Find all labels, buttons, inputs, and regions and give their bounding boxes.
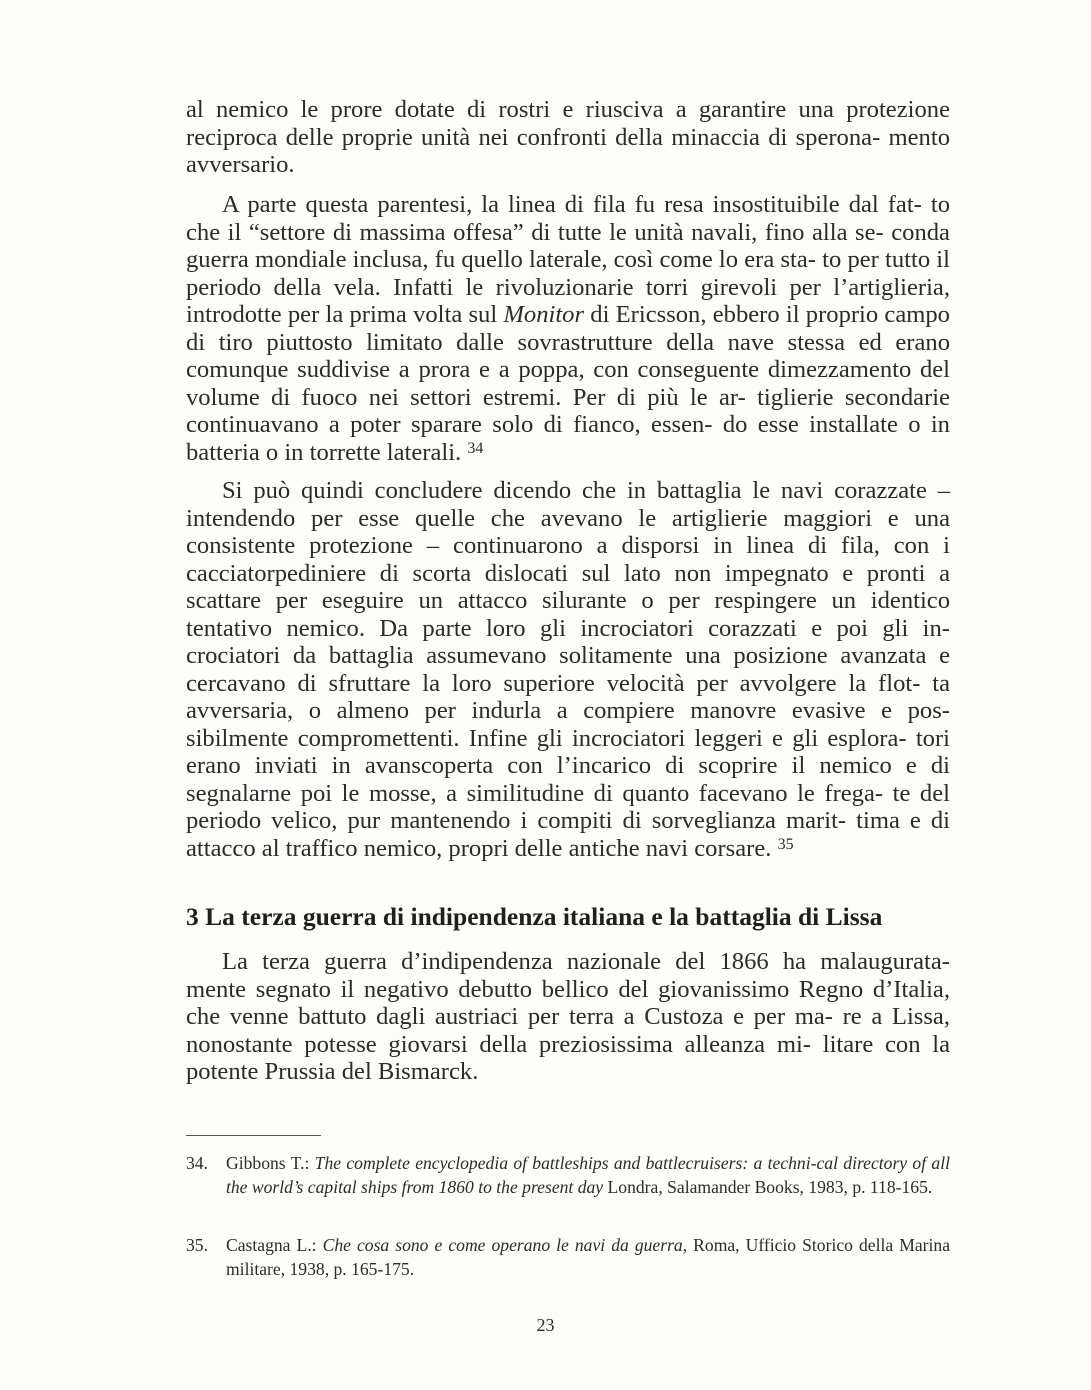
footnote-reference[interactable]: 34 bbox=[467, 439, 484, 457]
footnote-author: Castagna L.: bbox=[226, 1235, 323, 1255]
section-heading: 3 La terza guerra di indipendenza italiana e la battaglia di Lissa bbox=[186, 902, 883, 931]
text-line: La terza guerra d’indipendenza nazionale del 1866 ha malaugurata- bbox=[222, 948, 950, 975]
text-line: to che il “settore di massima offesa” di tutte le unità navali, fino alla se- bbox=[186, 191, 950, 246]
text-line: ta avversaria, o almeno per indurla a compiere manovre evasive e pos- bbox=[186, 669, 950, 724]
footnote-divider bbox=[186, 1135, 321, 1136]
text-line: sibilmente compromettenti. Infine gli incrociatori leggeri e gli esplora- bbox=[186, 724, 907, 752]
footnote-number: 35. bbox=[186, 1235, 208, 1255]
footnote-35 bbox=[186, 1233, 950, 1281]
text-line: litare con la potente Prussia del Bismarck. bbox=[186, 1030, 950, 1085]
footnote-34 bbox=[186, 1151, 950, 1199]
text-line: tiglierie secondarie continuavano a poter sparare solo di fianco, essen- bbox=[186, 383, 951, 438]
text-line: – intendendo per esse quelle che avevano le artiglierie maggiori e una bbox=[186, 477, 950, 532]
text-line: to per tutto il periodo della vela. Infatti le rivoluzionarie torri girevoli per bbox=[186, 246, 950, 301]
text-line: al nemico le prore dotate di rostri e riusciva a garantire una protezione bbox=[186, 96, 950, 123]
text-line: conda guerra mondiale inclusa, fu quello laterale, così come lo era sta- bbox=[186, 218, 950, 273]
text-line: di segnalarne poi le mosse, a similitudine di quanto facevano le frega- bbox=[186, 752, 950, 807]
footnote-text bbox=[226, 1233, 950, 1281]
text-line: te del periodo velico, pur mantenendo i compiti di sorveglianza marit- bbox=[186, 779, 950, 834]
ship-name-monitor: Monitor bbox=[503, 301, 585, 328]
text-line: stessa ed erano comunque suddivise a prora e a poppa, con conseguente bbox=[186, 328, 950, 383]
text-line: crociatori da battaglia assumevano solitamente una posizione avanzata bbox=[186, 642, 927, 669]
text-line: dimezzamento del volume di fuoco nei settori estremi. Per di più le ar- bbox=[186, 356, 951, 411]
text-line: tori erano inviati in avanscoperta con l’incarico di scoprire il nemico e bbox=[186, 724, 950, 779]
footnote-reference[interactable]: 35 bbox=[777, 835, 794, 853]
footnote-publication: Londra, Salamander Books, 1983, p. 118-165. bbox=[603, 1177, 933, 1197]
page-number: 23 bbox=[536, 1315, 555, 1335]
text-line: tentativo nemico. Da parte loro gli incrociatori corazzati e poi gli in- bbox=[186, 614, 950, 642]
text-line: tima e di attacco al traffico nemico, propri delle antiche navi corsare. bbox=[186, 807, 950, 862]
text-line: il proprio campo di tiro piuttosto limitato dalle sovrastrutture della nave bbox=[186, 301, 950, 356]
text-line: reciproca delle proprie unità nei confronti della minaccia di sperona- bbox=[186, 123, 881, 151]
text-line: e cercavano di sfruttare la loro superiore velocità per avvolgere la flot- bbox=[186, 642, 950, 697]
footnote-author: Gibbons T.: bbox=[226, 1153, 315, 1173]
footnote-title: Che cosa sono e come operano le navi da guerra bbox=[322, 1235, 683, 1255]
footnote-publication: , Roma, Ufficio Storico della Marina militare, 1938, p. 165-175. bbox=[226, 1235, 951, 1279]
footnote-text bbox=[226, 1151, 950, 1199]
text-line: cacciatorpediniere di scorta dislocati sul lato non impegnato e pronti a bbox=[186, 559, 950, 587]
footnote-number: 34. bbox=[186, 1153, 208, 1173]
text-line: di Ericsson, ebbero bbox=[584, 301, 780, 328]
paragraph-conclusion bbox=[186, 477, 950, 862]
text-line: consistente protezione – continuarono a disporsi in linea di fila, con i bbox=[186, 532, 950, 559]
text-line: do esse installate o in batteria o in torrette laterali. bbox=[186, 411, 950, 466]
text-line: d’Italia, che venne battuto dagli austriaci per terra a Custoza e per ma- bbox=[186, 975, 950, 1030]
text-line: l’artiglieria, introdotte per la prima volta sul bbox=[186, 273, 950, 328]
text-line: A parte questa parentesi, la linea di fila fu resa insostituibile dal fat- bbox=[222, 191, 922, 218]
text-line: Si può quindi concludere dicendo che in battaglia le navi corazzate bbox=[222, 477, 927, 504]
text-line: re a Lissa, nonostante potesse giovarsi della preziosissima alleanza mi- bbox=[186, 1003, 950, 1058]
paragraph-continuation bbox=[186, 96, 950, 179]
footnote-title: The complete encyclopedia of battleships and battlecruisers: a techni-cal directory of all the world’s capital ships from 1860 to the present day bbox=[226, 1153, 950, 1197]
text-line: mente segnato il negativo debutto bellico del giovanissimo Regno bbox=[186, 975, 864, 1003]
paragraph-third-war bbox=[186, 948, 950, 1086]
paragraph-line-of-battle bbox=[186, 191, 950, 466]
text-line: mento avversario. bbox=[186, 123, 950, 178]
text-line: scattare per eseguire un attacco silurante o per respingere un identico bbox=[186, 587, 950, 614]
